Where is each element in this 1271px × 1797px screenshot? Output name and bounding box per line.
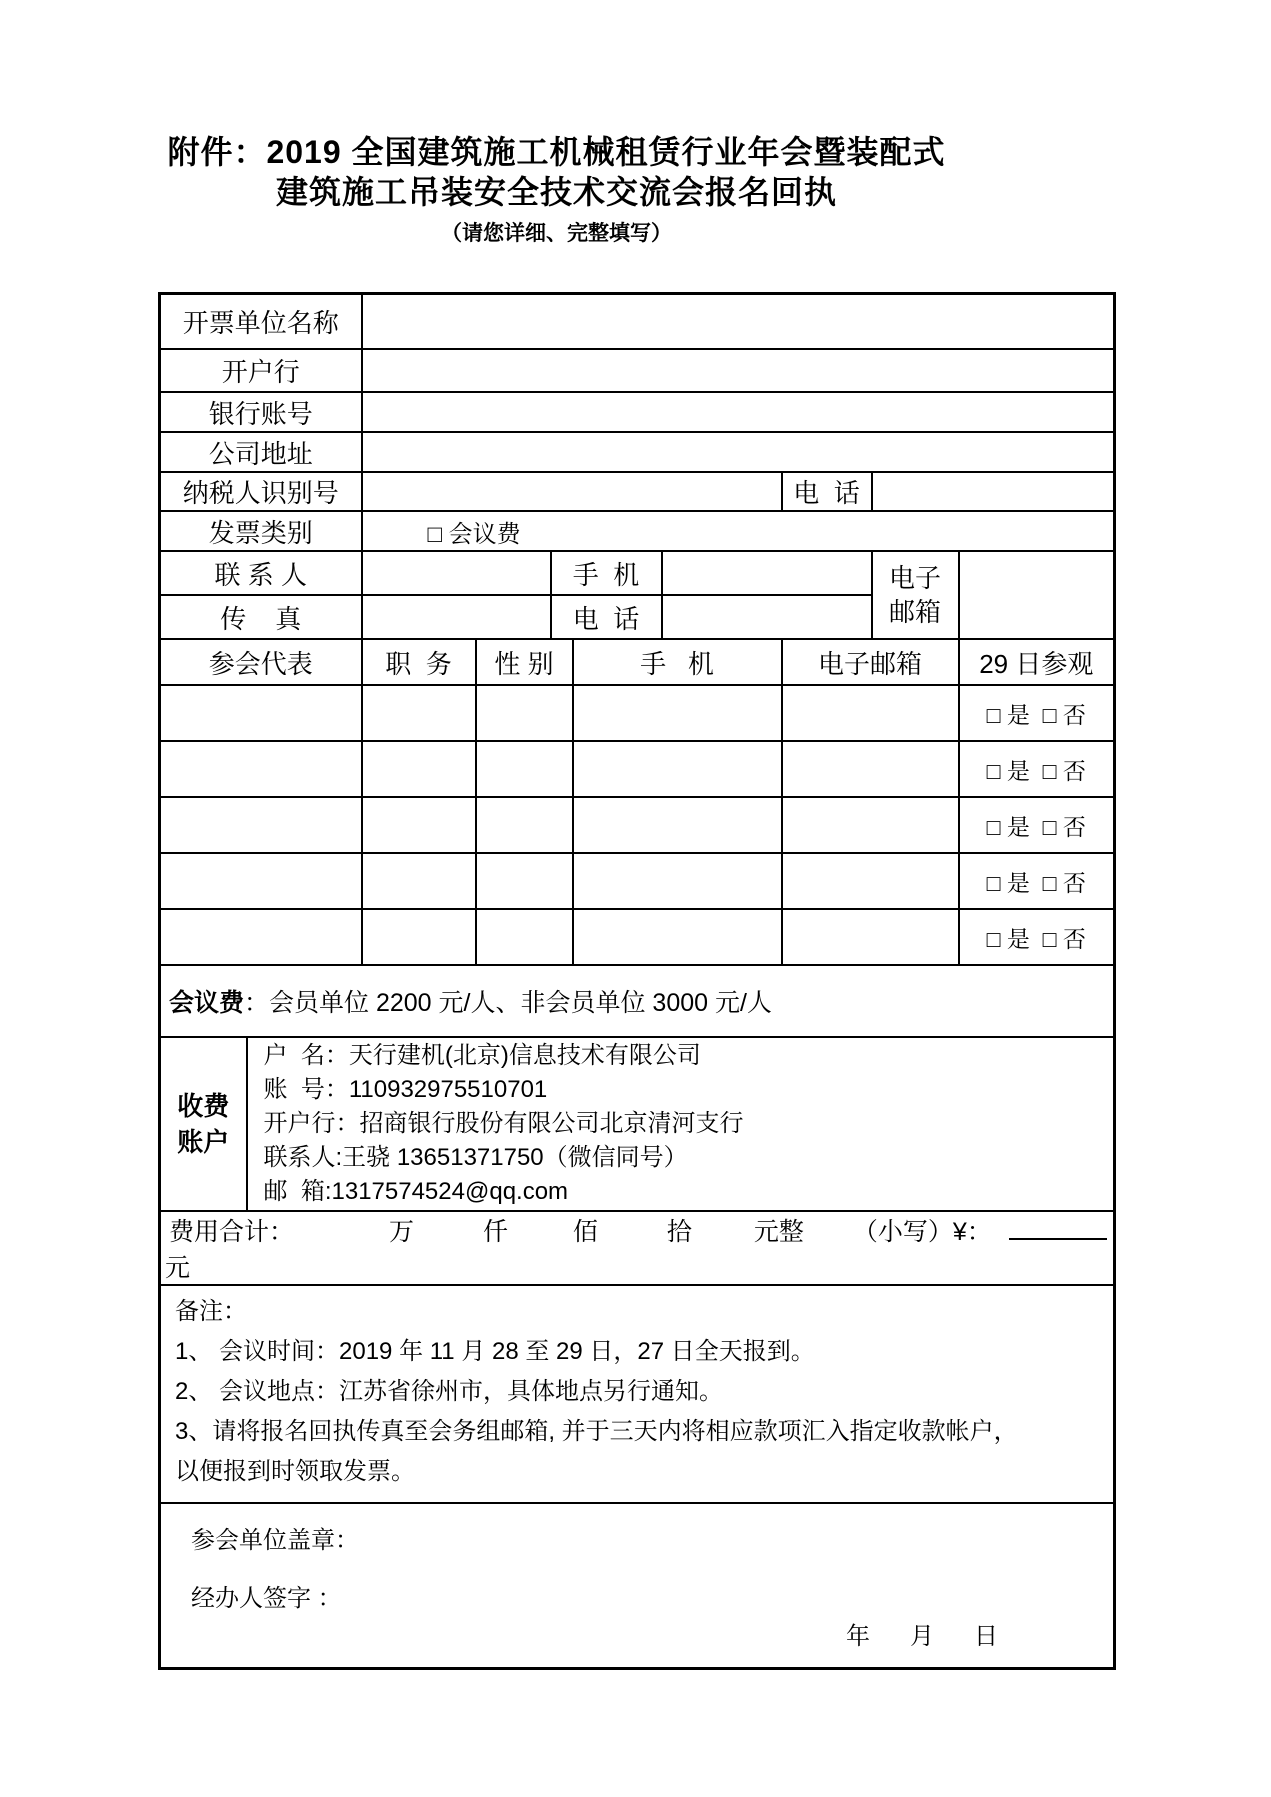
payment-account-label-line2: 账户 — [177, 1127, 230, 1157]
document-title-line1: 附件：2019 全国建筑施工机械租赁行业年会暨装配式 — [167, 134, 946, 170]
taxpayer-id-label: 纳税人识别号 — [160, 472, 362, 511]
total-fee — [160, 1211, 1115, 1285]
date-fields[interactable]: 年 月 日 — [846, 1623, 999, 1650]
row-delegates-header — [160, 639, 1115, 685]
tel-input[interactable] — [662, 595, 872, 639]
delegates-email-header: 电子邮箱 — [782, 639, 959, 685]
amount-blank-line[interactable] — [1009, 1212, 1107, 1240]
delegate-position-input[interactable] — [362, 797, 476, 853]
unit-bai: 佰 — [572, 1218, 598, 1246]
fee-note-text: ：会员单位 2200 元/人、非会员单位 3000 元/人 — [244, 989, 772, 1017]
delegate-row-2 — [160, 741, 1115, 797]
delegate-position-input[interactable] — [362, 741, 476, 797]
delegate-position-input[interactable] — [362, 853, 476, 909]
payment-account-details — [247, 1037, 1115, 1211]
row-company-address — [160, 432, 1115, 472]
yuan-suffix: 元 — [165, 1254, 191, 1282]
delegate-gender-input[interactable] — [476, 685, 573, 741]
delegate-name-input[interactable] — [160, 741, 362, 797]
row-signature — [160, 1503, 1115, 1669]
delegate-mobile-input[interactable] — [573, 685, 782, 741]
document-subtitle: （请您详细、完整填写） — [441, 222, 672, 245]
visit-yes-no-checkboxes[interactable]: □ 是 □ 否 — [959, 741, 1115, 797]
mobile-input[interactable] — [662, 551, 872, 595]
delegate-row-3 — [160, 797, 1115, 853]
bank-branch-input[interactable] — [362, 349, 1115, 392]
bank-account-label: 银行账号 — [160, 392, 362, 432]
fee-note — [160, 965, 1115, 1037]
document-title-line2: 建筑施工吊装安全技术交流会报名回执 — [275, 174, 837, 210]
delegate-name-input[interactable] — [160, 909, 362, 965]
registration-form-table — [158, 292, 1116, 1670]
unit-yuan-zheng: 元整 — [753, 1218, 804, 1246]
delegate-mobile-input[interactable] — [573, 741, 782, 797]
payment-account-email: 邮 箱:1317574524@qq.com — [263, 1178, 569, 1205]
delegate-mobile-input[interactable] — [573, 797, 782, 853]
visit-yes-no-checkboxes[interactable]: □ 是 □ 否 — [959, 797, 1115, 853]
contact-input[interactable] — [362, 551, 551, 595]
row-taxpayer-id — [160, 472, 1115, 511]
email-label — [872, 551, 959, 639]
delegate-row-1 — [160, 685, 1115, 741]
company-address-label: 公司地址 — [160, 432, 362, 472]
delegate-name-input[interactable] — [160, 853, 362, 909]
invoice-type-label: 发票类别 — [160, 511, 362, 551]
company-address-input[interactable] — [362, 432, 1115, 472]
mobile-label: 手 机 — [551, 551, 662, 595]
invoice-type-meeting-fee-checkbox[interactable]: □ 会议费 — [362, 511, 1115, 551]
delegate-email-input[interactable] — [782, 685, 959, 741]
delegates-visit-header: 29 日参观 — [959, 639, 1115, 685]
delegates-gender-header: 性 别 — [476, 639, 573, 685]
signature-area — [160, 1503, 1115, 1669]
email-label-line1: 电子 — [889, 563, 942, 593]
remark-meeting-place: 2、 会议地点：江苏省徐州市，具体地点另行通知。 — [175, 1378, 724, 1405]
remarks-title: 备注： — [175, 1298, 247, 1325]
delegates-position-header: 职 务 — [362, 639, 476, 685]
visit-yes-no-checkboxes[interactable]: □ 是 □ 否 — [959, 853, 1115, 909]
small-caps-label: （小写）¥： — [852, 1218, 992, 1246]
remark-payment-instruction-cont: 以便报到时领取发票。 — [175, 1458, 415, 1485]
delegate-row-4 — [160, 853, 1115, 909]
row-payment-account — [160, 1037, 1115, 1211]
delegate-email-input[interactable] — [782, 853, 959, 909]
bank-account-input[interactable] — [362, 392, 1115, 432]
delegate-name-input[interactable] — [160, 797, 362, 853]
delegate-gender-input[interactable] — [476, 853, 573, 909]
phone-label: 电 话 — [782, 472, 872, 511]
row-fee-note — [160, 965, 1115, 1037]
delegate-email-input[interactable] — [782, 909, 959, 965]
remark-meeting-time: 1、 会议时间：2019 年 11 月 28 至 29 日，27 日全天报到。 — [175, 1338, 815, 1365]
delegate-position-input[interactable] — [362, 909, 476, 965]
payment-account-name: 户 名：天行建机(北京)信息技术有限公司 — [263, 1042, 701, 1069]
row-remarks — [160, 1285, 1115, 1503]
taxpayer-id-input[interactable] — [362, 472, 782, 511]
delegate-gender-input[interactable] — [476, 909, 573, 965]
delegate-gender-input[interactable] — [476, 741, 573, 797]
unit-shi: 拾 — [666, 1218, 692, 1246]
remarks — [160, 1285, 1115, 1503]
delegate-email-input[interactable] — [782, 741, 959, 797]
email-input[interactable] — [959, 551, 1115, 639]
invoice-unit-input[interactable] — [362, 294, 1115, 350]
delegate-row-5 — [160, 909, 1115, 965]
document-header — [0, 0, 1113, 248]
signer-label: 经办人签字 ： — [191, 1585, 342, 1612]
delegate-gender-input[interactable] — [476, 797, 573, 853]
visit-yes-no-checkboxes[interactable]: □ 是 □ 否 — [959, 685, 1115, 741]
row-contact — [160, 551, 1115, 595]
delegate-mobile-input[interactable] — [573, 909, 782, 965]
delegates-mobile-header: 手 机 — [573, 639, 782, 685]
row-total-fee — [160, 1211, 1115, 1285]
row-bank-account — [160, 392, 1115, 432]
payment-account-label-line1: 收费 — [177, 1091, 230, 1121]
remark-payment-instruction: 3、请将报名回执传真至会务组邮箱, 并于三天内将相应款项汇入指定收款帐户， — [175, 1418, 1018, 1445]
payment-account-label — [160, 1037, 247, 1211]
contact-label: 联 系 人 — [160, 551, 362, 595]
delegate-position-input[interactable] — [362, 685, 476, 741]
invoice-unit-label: 开票单位名称 — [160, 294, 362, 350]
payment-account-number: 账 号：110932975510701 — [263, 1076, 548, 1103]
unit-qian: 仟 — [482, 1218, 508, 1246]
row-bank-branch — [160, 349, 1115, 392]
delegates-name-header: 参会代表 — [160, 639, 362, 685]
unit-stamp-label: 参会单位盖章： — [191, 1527, 359, 1554]
fax-input[interactable] — [362, 595, 551, 639]
delegate-name-input[interactable] — [160, 685, 362, 741]
payment-account-bank: 开户行：招商银行股份有限公司北京清河支行 — [263, 1110, 744, 1137]
delegate-mobile-input[interactable] — [573, 853, 782, 909]
delegate-email-input[interactable] — [782, 797, 959, 853]
payment-account-contact: 联系人:王骁 13651371750（微信同号） — [263, 1144, 688, 1171]
phone-input[interactable] — [872, 472, 1115, 511]
email-label-line2: 邮箱 — [889, 597, 942, 627]
row-invoice-type — [160, 511, 1115, 551]
tel-label: 电 话 — [551, 595, 662, 639]
fax-label: 传 真 — [160, 595, 362, 639]
row-invoice-unit — [160, 294, 1115, 350]
bank-branch-label: 开户行 — [160, 349, 362, 392]
total-fee-label: 费用合计： — [169, 1218, 295, 1246]
visit-yes-no-checkboxes[interactable]: □ 是 □ 否 — [959, 909, 1115, 965]
fee-note-title: 会议费 — [169, 989, 245, 1017]
unit-wan: 万 — [388, 1218, 414, 1246]
